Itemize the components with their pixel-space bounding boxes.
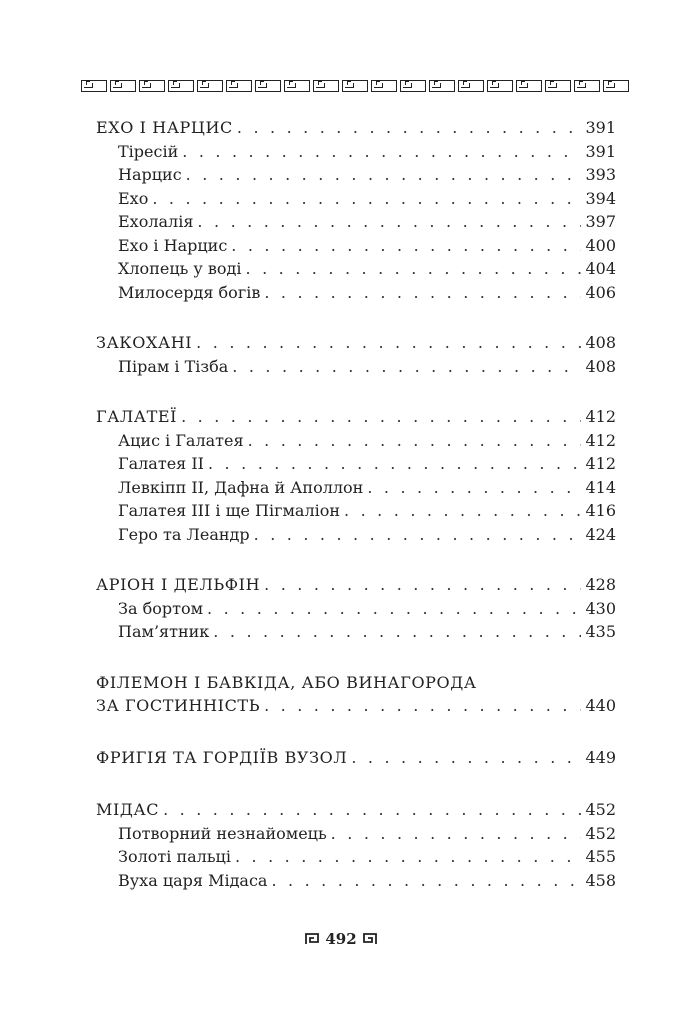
toc-item: Ацис і Галатея . . . 412 bbox=[96, 429, 616, 453]
toc-section-title: ЕХО І НАРЦИС . . . 391 bbox=[96, 116, 616, 140]
toc-section-title-line1: ФІЛЕМОН І БАВКІДА, АБО ВИНАГОРОДА bbox=[96, 672, 477, 692]
toc-item: Ехо і Нарцис . . . 400 bbox=[96, 234, 616, 258]
meander-tile bbox=[342, 80, 368, 92]
meander-tile bbox=[284, 80, 310, 92]
toc-item: Пам’ятник . . . 435 bbox=[96, 620, 616, 644]
meander-tile bbox=[110, 80, 136, 92]
meander-ornament-icon bbox=[305, 933, 319, 945]
toc-item: Галатея III і ще Пігмаліон . . . 416 bbox=[96, 499, 616, 523]
meander-tile bbox=[487, 80, 513, 92]
meander-tile bbox=[400, 80, 426, 92]
meander-tile bbox=[516, 80, 542, 92]
page-number: 391 bbox=[585, 118, 616, 137]
toc-item: Милосердя богів . . . 406 bbox=[96, 281, 616, 305]
toc-item: Хлопець у воді . . . 404 bbox=[96, 257, 616, 281]
page-footer bbox=[0, 930, 682, 948]
meander-tile bbox=[81, 80, 107, 92]
meander-tile bbox=[168, 80, 194, 92]
meander-tile bbox=[545, 80, 571, 92]
toc-item: Галатея II . . . 412 bbox=[96, 452, 616, 476]
toc-item: Пірам і Тізба . . . 408 bbox=[96, 355, 616, 379]
toc-item: Геро та Леандр . . . 424 bbox=[96, 523, 616, 547]
page-number-footer: 492 bbox=[325, 930, 357, 948]
toc-section-title: ГАЛАТЕЇ . . . 412 bbox=[96, 405, 616, 429]
meander-ornament-icon bbox=[363, 933, 377, 945]
meander-tile bbox=[429, 80, 455, 92]
toc-section-title: ФРИГІЯ ТА ГОРДІЇВ ВУЗОЛ . . . 449 bbox=[96, 746, 616, 770]
meander-tile bbox=[603, 80, 629, 92]
meander-tile bbox=[255, 80, 281, 92]
meander-tile bbox=[197, 80, 223, 92]
meander-tile bbox=[226, 80, 252, 92]
meander-tile bbox=[574, 80, 600, 92]
meander-tile bbox=[313, 80, 339, 92]
meander-tile bbox=[139, 80, 165, 92]
toc-item: Нарцис . . . 393 bbox=[96, 163, 616, 187]
greek-key-border bbox=[81, 80, 629, 94]
table-of-contents bbox=[96, 116, 616, 892]
toc-item: Ехолалія . . . 397 bbox=[96, 210, 616, 234]
toc-item: Золоті пальці . . . 455 bbox=[96, 845, 616, 869]
toc-item: Тіресій . . . 391 bbox=[96, 140, 616, 164]
toc-item: За бортом . . . 430 bbox=[96, 597, 616, 621]
toc-section-title: АРІОН І ДЕЛЬФІН . . . 428 bbox=[96, 573, 616, 597]
toc-section-title: ЗАКОХАНІ . . . 408 bbox=[96, 331, 616, 355]
toc-section-title: МІДАС . . . 452 bbox=[96, 798, 616, 822]
meander-tile bbox=[371, 80, 397, 92]
toc-item: Вуха царя Мідаса . . . 458 bbox=[96, 869, 616, 893]
toc-item: Потворний незнайомець . . . 452 bbox=[96, 822, 616, 846]
toc-section-title: ЗА ГОСТИННІСТЬ . . . 440 bbox=[96, 694, 616, 718]
meander-tile bbox=[458, 80, 484, 92]
toc-item: Левкіпп II, Дафна й Аполлон . . . 414 bbox=[96, 476, 616, 500]
toc-item: Ехо . . . 394 bbox=[96, 187, 616, 211]
